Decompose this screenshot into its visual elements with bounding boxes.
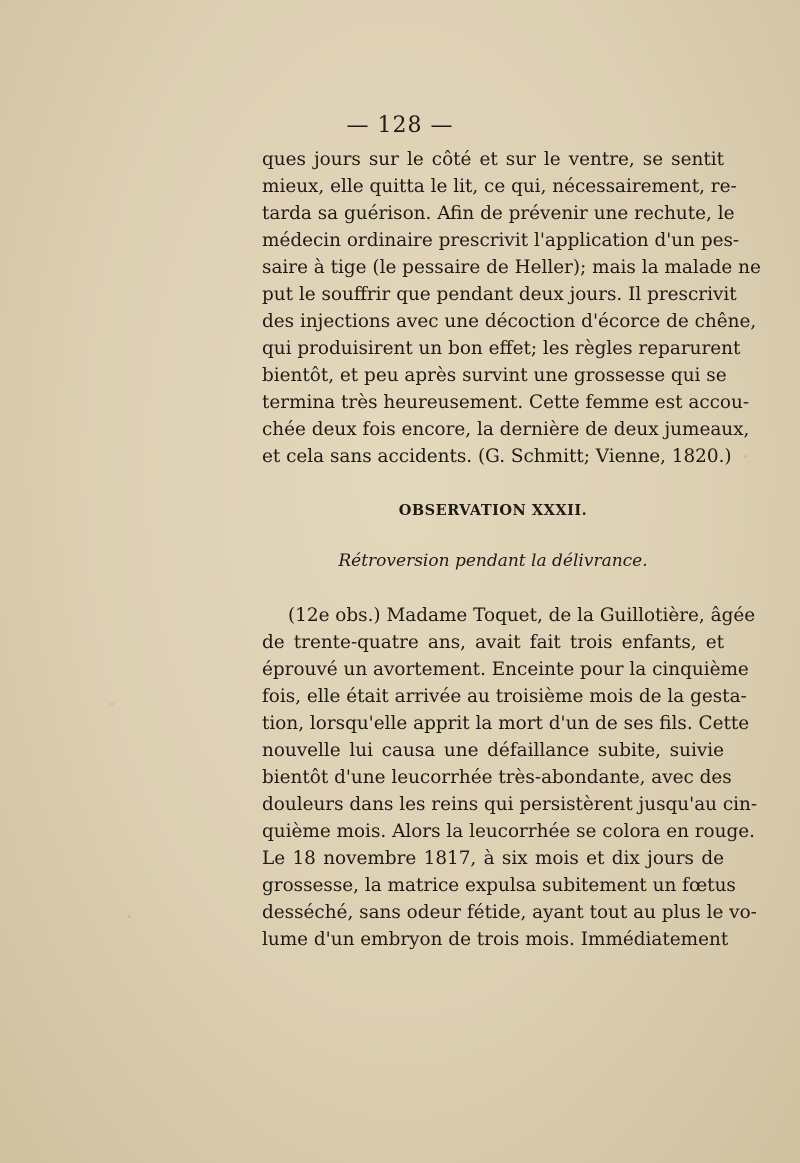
paragraph-continuation [262,146,761,470]
paper-speck [128,915,131,918]
text-line: douleurs dans les reins qui persistèrent jusqu'au cin- [262,794,758,815]
text-line: bientôt d'une leucorrhée très-abondante, avec des [262,767,732,788]
text-line: grossesse, la matrice expulsa subitement un fœtus [262,875,736,896]
text-line: saire à tige (le pessaire de Heller); mais la malade ne [262,257,761,278]
text-line: ques jours sur le côté et sur le ventre, se sentit [262,149,724,170]
text-line: termina très heureusement. Cette femme est accou- [262,392,750,413]
observation-heading: OBSERVATION XXXII. [398,502,588,519]
text-line: qui produisirent un bon effet; les règles reparurent [262,338,741,359]
paragraph-observation [262,602,758,953]
paper-speck [744,455,747,458]
text-line: de trente-quatre ans, avait fait trois enfants, et [262,632,724,653]
text-line: éprouvé un avortement. Enceinte pour la cinquième [262,659,749,680]
text-line: chée deux fois encore, la dernière de deux jumeaux, [262,419,750,440]
text-line: quième mois. Alors la leucorrhée se colora en rouge. [262,821,755,842]
text-line: fois, elle était arrivée au troisième mois de la gesta- [262,686,747,707]
text-line: lume d'un embryon de trois mois. Immédiatement [262,929,729,950]
text-line: bientôt, et peu après survint une grossesse qui se [262,365,727,386]
text-line: et cela sans accidents. (G. Schmitt; Vienne, 1820.) [262,446,732,467]
text-line: tarda sa guérison. Afin de prévenir une rechute, le [262,203,735,224]
text-line: (12e obs.) Madame Toquet, de la Guillotière, âgée [288,605,756,626]
text-line: desséché, sans odeur fétide, ayant tout au plus le vo- [262,902,757,923]
text-line: tion, lorsqu'elle apprit la mort d'un de ses fils. Cette [262,713,750,734]
text-line: mieux, elle quitta le lit, ce qui, nécessairement, re- [262,176,737,197]
observation-subheading: Rétroversion pendant la délivrance. [338,551,648,571]
text-line: des injections avec une décoction d'écorce de chêne, [262,311,757,332]
paper-speck [110,703,114,705]
page-number: — 128 — [346,113,454,138]
text-line: Le 18 novembre 1817, à six mois et dix jours de [262,848,724,869]
text-line: nouvelle lui causa une défaillance subite, suivie [262,740,724,761]
text-line: médecin ordinaire prescrivit l'application d'un pes- [262,230,740,251]
text-line: put le souffrir que pendant deux jours. Il prescrivit [262,284,737,305]
